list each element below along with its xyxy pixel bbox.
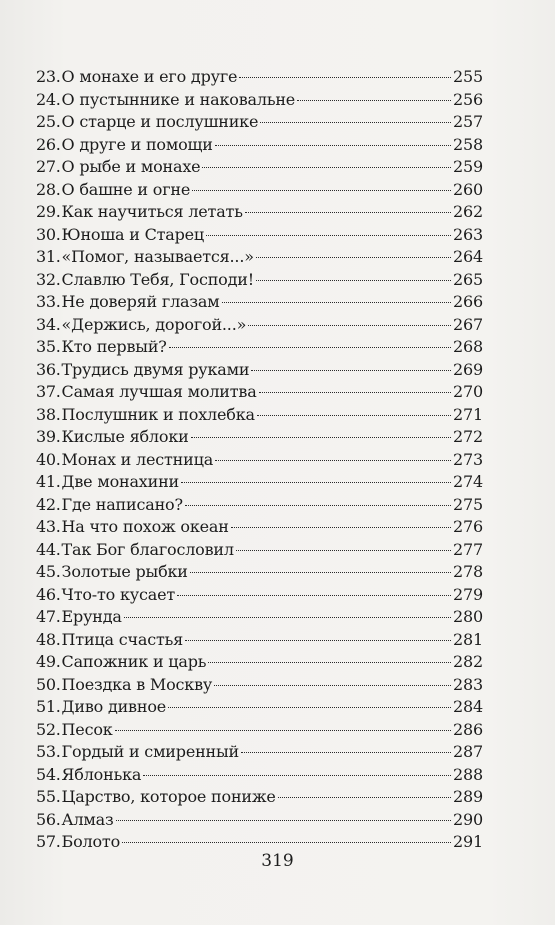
toc-entry	[36, 381, 483, 404]
toc-entry-title: Болото	[61, 832, 121, 851]
toc-entry-title: Как научиться летать	[61, 202, 243, 221]
dot-leader	[191, 436, 451, 438]
toc-entry-page: 280	[453, 607, 483, 626]
dot-leader	[124, 616, 451, 618]
toc-entry-title: О пустыннике и наковальне	[61, 89, 296, 109]
toc-entry-page: 279	[453, 584, 483, 604]
toc-entry-number: 33.	[36, 292, 61, 311]
toc-entry-number: 48.	[36, 629, 61, 649]
toc-entry-title: О рыбе и монахе	[61, 157, 201, 176]
toc-entry-number: 24.	[36, 89, 61, 109]
dot-leader	[241, 751, 451, 753]
toc-entry-title: Сапожник и царь	[61, 652, 207, 671]
toc-entry-page: 284	[453, 697, 483, 716]
toc-entry-title: О друге и помощи	[61, 134, 213, 154]
dot-leader	[192, 189, 451, 191]
dot-leader	[222, 301, 452, 303]
dot-leader	[202, 166, 451, 168]
toc-entry	[36, 336, 483, 359]
toc-entry-title: На что похож океан	[61, 517, 229, 536]
toc-entry	[36, 359, 483, 382]
toc-entry-page: 277	[453, 539, 483, 559]
dot-leader	[215, 459, 451, 461]
toc-entry	[36, 246, 483, 269]
dot-leader	[185, 504, 451, 506]
toc-entry	[36, 134, 483, 157]
toc-entry-number: 31.	[36, 247, 61, 266]
toc-entry	[36, 291, 483, 314]
toc-entry	[36, 494, 483, 517]
toc-entry-number: 34.	[36, 314, 61, 334]
toc-entry	[36, 809, 483, 832]
toc-entry-title: Монах и лестница	[61, 449, 214, 469]
toc-entry-page: 282	[453, 652, 483, 671]
toc-entry-page: 281	[453, 629, 483, 649]
toc-entry-title: Самая лучшая молитва	[61, 382, 257, 401]
toc-entry	[36, 741, 483, 764]
toc-entry-page: 270	[453, 382, 483, 401]
toc-entry-number: 40.	[36, 449, 61, 469]
toc-entry-number: 54.	[36, 764, 61, 784]
toc-entry-page: 290	[453, 809, 483, 829]
toc-entry	[36, 764, 483, 787]
toc-entry-number: 46.	[36, 584, 61, 604]
toc-entry	[36, 426, 483, 449]
toc-entry	[36, 179, 483, 202]
toc-entry-page: 263	[453, 224, 483, 244]
toc-entry	[36, 696, 483, 719]
toc-entry-title: Что-то кусает	[61, 584, 176, 604]
toc-entry-title: Песок	[61, 719, 113, 739]
toc-entry-page: 259	[453, 157, 483, 176]
toc-entry	[36, 314, 483, 337]
toc-entry-number: 52.	[36, 719, 61, 739]
toc-entry-number: 26.	[36, 134, 61, 154]
toc-entry-page: 266	[453, 292, 483, 311]
page-number: 319	[261, 851, 294, 871]
dot-leader	[177, 594, 451, 596]
toc-entry-number: 32.	[36, 269, 61, 289]
toc-entry-number: 49.	[36, 652, 61, 671]
toc-entry	[36, 629, 483, 652]
toc-entry-number: 55.	[36, 787, 61, 806]
dot-leader	[251, 369, 451, 371]
toc-entry-title: Диво дивное	[61, 697, 167, 716]
toc-entry-page: 272	[453, 427, 483, 446]
toc-entry-title: «Держись, дорогой...»	[61, 314, 247, 334]
toc-entry-page: 267	[453, 314, 483, 334]
toc-entry-title: Трудись двумя руками	[61, 359, 250, 379]
toc-entry-title: О монахе и его друге	[61, 67, 238, 86]
toc-entry-page: 288	[453, 764, 483, 784]
toc-entry-title: Кто первый?	[61, 337, 167, 356]
toc-entry-number: 43.	[36, 517, 61, 536]
dot-leader	[248, 324, 451, 326]
toc-entry	[36, 111, 483, 134]
toc-entry	[36, 269, 483, 292]
toc-entry	[36, 471, 483, 494]
toc-entry-page: 283	[453, 674, 483, 694]
toc-entry-page: 269	[453, 359, 483, 379]
dot-leader	[256, 279, 451, 281]
dot-leader	[256, 256, 451, 258]
dot-leader	[239, 76, 451, 78]
toc-entry	[36, 66, 483, 89]
toc-entry-title: Царство, которое пониже	[61, 787, 276, 806]
toc-entry-page: 275	[453, 494, 483, 514]
toc-entry	[36, 651, 483, 674]
toc-entry-title: Ерунда	[61, 607, 122, 626]
toc-entry-number: 30.	[36, 224, 61, 244]
toc-entry	[36, 404, 483, 427]
toc-entry-title: Послушник и похлебка	[61, 404, 255, 424]
toc-entry-page: 262	[453, 202, 483, 221]
toc-entry-title: Где написано?	[61, 494, 183, 514]
toc-entry-number: 39.	[36, 427, 61, 446]
toc-entry-title: Юноша и Старец	[61, 224, 205, 244]
dot-leader	[215, 144, 451, 146]
toc-entry-number: 38.	[36, 404, 61, 424]
dot-leader	[116, 819, 452, 821]
dot-leader	[245, 211, 451, 213]
toc-entry-page: 264	[453, 247, 483, 266]
toc-entry-number: 56.	[36, 809, 61, 829]
dot-leader	[259, 391, 451, 393]
dot-leader	[214, 684, 451, 686]
toc-entry-title: Поездка в Москву	[61, 674, 213, 694]
dot-leader	[231, 526, 451, 528]
dot-leader	[297, 99, 451, 101]
dot-leader	[236, 549, 451, 551]
toc-entry-page: 287	[453, 742, 483, 761]
toc-entry-title: Яблонька	[61, 764, 142, 784]
toc-entry-page: 289	[453, 787, 483, 806]
toc-entry-page: 291	[453, 832, 483, 851]
dot-leader	[169, 346, 451, 348]
dot-leader	[115, 729, 451, 731]
toc-entry	[36, 719, 483, 742]
toc-entry-title: Гордый и смиренный	[61, 742, 240, 761]
toc-entry-number: 25.	[36, 112, 61, 131]
dot-leader	[260, 121, 451, 123]
toc-entry-title: Птица счастья	[61, 629, 184, 649]
toc-entry-number: 27.	[36, 157, 61, 176]
toc-entry-number: 28.	[36, 179, 61, 199]
toc-entry	[36, 516, 483, 539]
dot-leader	[143, 774, 451, 776]
dot-leader	[208, 661, 451, 663]
toc-entry-page: 286	[453, 719, 483, 739]
toc-entry-title: «Помог, называется...»	[61, 247, 254, 266]
dot-leader	[168, 706, 451, 708]
toc-entry-number: 53.	[36, 742, 61, 761]
dot-leader	[190, 571, 451, 573]
toc-entry-page: 255	[453, 67, 483, 86]
toc-entry-number: 36.	[36, 359, 61, 379]
toc-entry	[36, 89, 483, 112]
toc-entry-title: Славлю Тебя, Господи!	[61, 269, 254, 289]
toc-entry-title: Так Бог благословил	[61, 539, 234, 559]
toc-entry	[36, 156, 483, 179]
toc-entry	[36, 674, 483, 697]
toc-entry-number: 41.	[36, 472, 61, 491]
toc-entry-page: 256	[453, 89, 483, 109]
toc-entry	[36, 606, 483, 629]
toc-entry-title: Не доверяй глазам	[61, 292, 220, 311]
toc-entry-number: 44.	[36, 539, 61, 559]
toc-entry-number: 57.	[36, 832, 61, 851]
toc-entry-number: 47.	[36, 607, 61, 626]
toc-entry-page: 271	[453, 404, 483, 424]
toc-entry-title: Две монахини	[61, 472, 180, 491]
toc-entry	[36, 539, 483, 562]
toc-entry-number: 45.	[36, 562, 61, 581]
dot-leader	[206, 234, 451, 236]
toc-entry-page: 258	[453, 134, 483, 154]
toc-entry-number: 51.	[36, 697, 61, 716]
toc-entry-title: О старце и послушнике	[61, 112, 259, 131]
toc-entry-number: 50.	[36, 674, 61, 694]
toc-entry-number: 37.	[36, 382, 61, 401]
toc-entry-number: 29.	[36, 202, 61, 221]
toc-entry-title: Кислые яблоки	[61, 427, 189, 446]
dot-leader	[257, 414, 451, 416]
dot-leader	[122, 841, 451, 843]
toc-entry-page: 278	[453, 562, 483, 581]
toc-entry	[36, 584, 483, 607]
table-of-contents	[36, 66, 483, 854]
dot-leader	[278, 796, 451, 798]
toc-entry-title: О башне и огне	[61, 179, 191, 199]
toc-entry	[36, 786, 483, 809]
dot-leader	[181, 481, 451, 483]
toc-entry-page: 273	[453, 449, 483, 469]
toc-entry	[36, 201, 483, 224]
toc-entry	[36, 224, 483, 247]
toc-entry	[36, 561, 483, 584]
dot-leader	[185, 639, 451, 641]
toc-entry-page: 257	[453, 112, 483, 131]
toc-entry	[36, 449, 483, 472]
toc-entry-page: 274	[453, 472, 483, 491]
toc-entry-number: 35.	[36, 337, 61, 356]
toc-entry-page: 276	[453, 517, 483, 536]
toc-entry-page: 265	[453, 269, 483, 289]
toc-entry-number: 42.	[36, 494, 61, 514]
toc-entry-page: 268	[453, 337, 483, 356]
toc-entry-number: 23.	[36, 67, 61, 86]
toc-entry-title: Алмаз	[61, 809, 114, 829]
toc-entry-page: 260	[453, 179, 483, 199]
toc-entry-title: Золотые рыбки	[61, 562, 188, 581]
